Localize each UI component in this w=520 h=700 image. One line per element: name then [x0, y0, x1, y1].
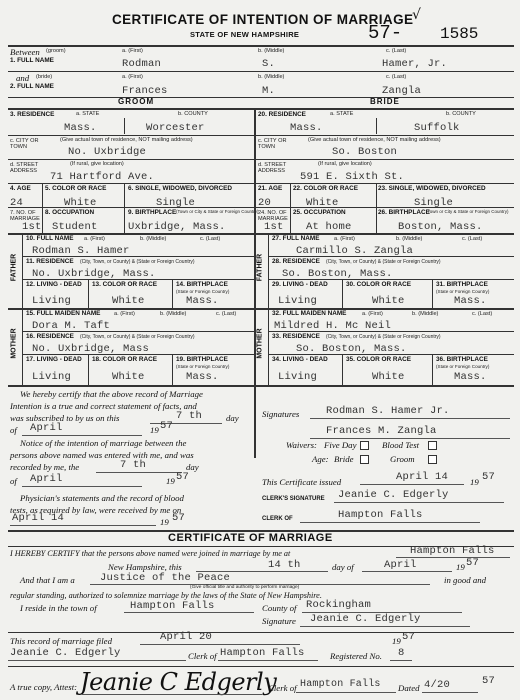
registered-no: 8	[398, 647, 405, 659]
groom-age: 24	[10, 197, 24, 209]
recorded-year: 57	[176, 471, 190, 483]
groom-mother-birth-label: 19. BIRTHPLACE	[176, 356, 228, 363]
bride-marriage-no-label: 24. NO. OF MARRIAGE	[258, 210, 288, 223]
subscribed-year: 57	[160, 420, 174, 432]
groom-marriage-no: 1st	[22, 221, 42, 233]
groom-mother-living-label: 17. LIVING - DEAD	[26, 356, 82, 363]
bride-city-note: (Give actual town of residence, NOT mailing address)	[308, 137, 441, 143]
groom-residence-label: 3. RESIDENCE	[10, 111, 55, 118]
subscribed-day: 7 th	[176, 410, 203, 422]
bride-status: Single	[414, 197, 454, 209]
of-word-1: of	[10, 425, 17, 435]
signature-bride: Frances M. Zangla	[326, 425, 437, 437]
bride-father-res-label: 28. RESIDENCE	[272, 258, 320, 265]
marriage-day-word: day of	[332, 562, 354, 572]
certify-line-3: was subscribed to by us on this	[10, 413, 120, 423]
groom-birthplace-note: (Town or City & State or Foreign Country)	[176, 209, 259, 214]
bride-mother-res: So. Boston, Mass.	[296, 343, 407, 355]
groom-marriage-no-label: 7. NO. OF MARRIAGE	[10, 210, 40, 223]
issued-label: This Certificate issued	[262, 477, 342, 487]
full-name-label-1: 1. FULL NAME	[10, 57, 54, 64]
groom-father-birth: Mass.	[186, 295, 219, 307]
officiant-title: Justice of the Peace	[100, 572, 231, 584]
bride-mother-middle-label: b. (Middle)	[412, 311, 439, 317]
groom-county: Worcester	[146, 122, 205, 134]
and-that-label: And that I am a	[20, 575, 75, 585]
five-day-checkbox[interactable]	[360, 441, 369, 450]
groom-state-label: a. STATE	[76, 111, 100, 117]
age-groom-label: Groom	[390, 454, 415, 464]
groom-birthplace: Uxbridge, Mass.	[128, 221, 226, 233]
filed-year-prefix: 19	[392, 636, 401, 646]
bride-county-label: b. COUNTY	[446, 111, 476, 117]
groom-father-name-label: 10. FULL NAME	[26, 235, 74, 242]
middle-label-2: b. (Middle)	[258, 74, 285, 80]
bride-father-middle-label: b. (Middle)	[396, 236, 423, 242]
bride-county: Suffolk	[414, 122, 460, 134]
attest-clerk-of: Hampton Falls	[300, 679, 381, 690]
groom-father-living-label: 12. LIVING - DEAD	[26, 281, 82, 288]
waivers-label: Waivers:	[286, 440, 317, 450]
check-mark: √	[412, 7, 421, 23]
full-name-label-2: 2. FULL NAME	[10, 83, 54, 90]
physician-line-2: tests, as required by law, were received by me on	[10, 505, 182, 515]
officiant-signature: Jeanie C. Edgerly	[310, 613, 421, 625]
groom-street: 71 Hartford Ave.	[50, 171, 155, 183]
signatures-label: Signatures	[262, 409, 300, 419]
bride-mother-res-label: 33. RESIDENCE	[272, 333, 320, 340]
dated-label: Dated	[398, 683, 420, 693]
bride-mother-birth: Mass.	[454, 371, 487, 383]
bride-birthplace-label: 26. BIRTHPLACE	[378, 209, 430, 216]
bride-first-name: Frances	[122, 85, 168, 97]
last-label-1: c. (Last)	[386, 48, 407, 54]
groom-mother-res-note: (City, Town, or County) & (State or Foreign Country)	[80, 334, 195, 340]
certificate-subtitle: STATE OF NEW HAMPSHIRE	[190, 30, 300, 39]
groom-mother-res-label: 16. RESIDENCE	[26, 333, 74, 340]
bride-father-living-label: 29. LIVING - DEAD	[272, 281, 328, 288]
physician-year: 57	[172, 512, 186, 524]
groom-heading: GROOM	[118, 97, 155, 106]
marriage-cert-title: CERTIFICATE OF MARRIAGE	[168, 532, 333, 544]
day-word-1: day	[226, 413, 239, 423]
registered-label: Registered No.	[330, 651, 382, 661]
standing-text: regular standing, authorized to solemnize marriage by the laws of the State of New Hampshire.	[10, 591, 322, 600]
notice-line-3: recorded by me, the	[10, 462, 80, 472]
volume-number: 57-	[368, 22, 403, 44]
bride-father-birth-note: (State or Foreign Country)	[436, 289, 490, 294]
groom-city-note: (Give actual town of residence, NOT mailing address)	[60, 137, 193, 143]
groom-color: White	[64, 197, 97, 209]
bride-mother-last-label: c. (Last)	[472, 311, 493, 317]
of-word-2: of	[10, 476, 17, 486]
groom-county-label: b. COUNTY	[178, 111, 208, 117]
marriage-day: 14 th	[268, 559, 301, 571]
age-waiver-label: Age:	[312, 454, 329, 464]
bride-father-name: Carmillo S. Zangla	[296, 245, 414, 257]
dated: 4/20	[424, 679, 451, 691]
certify-line-2: Intention is a true and correct statement of facts, and	[10, 401, 197, 411]
first-label-2: a. (First)	[122, 74, 143, 80]
groom-street-note: (If rural, give location)	[70, 161, 124, 167]
groom-mother-first-label: a. (First)	[114, 311, 135, 317]
groom-father-first-label: a. (First)	[84, 236, 105, 242]
day-word-2: day	[186, 462, 199, 472]
bride-mother-side-label: MOTHER	[256, 328, 264, 359]
clerk-of: Hampton Falls	[338, 509, 423, 521]
bride-city: So. Boston	[332, 146, 398, 158]
groom-father-side-label: FATHER	[10, 253, 18, 282]
bride-age-label: 21. AGE	[258, 185, 283, 192]
marriage-certify-line: I HEREBY CERTIFY that the persons above named were joined in marriage by me at	[10, 549, 291, 558]
groom-father-res-label: 11. RESIDENCE	[26, 258, 74, 265]
bride-mother-birth-label: 36. BIRTHPLACE	[436, 356, 488, 363]
groom-mother-living: Living	[32, 371, 72, 383]
groom-father-last-label: c. (Last)	[200, 236, 221, 242]
bride-status-label: 23. SINGLE, WIDOWED, DIVORCED	[378, 185, 486, 192]
groom-status-label: 6. SINGLE, WIDOWED, DIVORCED	[128, 185, 233, 192]
certificate-number: 1585	[440, 25, 479, 43]
bride-father-last-label: c. (Last)	[462, 236, 483, 242]
notice-line-2: persons above named was entered with me, and was	[10, 450, 194, 460]
groom-middle-name: S.	[262, 58, 276, 70]
groom-mother-color-label: 18. COLOR OR RACE	[92, 356, 157, 363]
blood-test-checkbox[interactable]	[428, 441, 437, 450]
bride-street: 591 E. Sixth St.	[300, 171, 405, 183]
marriage-month: April	[384, 559, 417, 571]
groom-father-res: No. Uxbridge, Mass.	[32, 268, 156, 280]
true-copy-label: A true copy, Attest:	[10, 682, 78, 692]
groom-mother-name: Dora M. Taft	[32, 320, 111, 332]
groom-mother-res: No. Uxbridge, Mass	[32, 343, 150, 355]
groom-state: Mass.	[64, 122, 97, 134]
bride-state: Mass.	[290, 122, 323, 134]
bride-mother-name-label: 32. FULL MAIDEN NAME	[272, 310, 347, 317]
groom-status: Single	[156, 197, 196, 209]
groom-color-label: 5. COLOR OR RACE	[45, 185, 107, 192]
groom-first-name: Rodman	[122, 58, 162, 70]
clerk-signature: Jeanie C. Edgerly	[338, 489, 449, 501]
groom-city: No. Uxbridge	[68, 146, 147, 158]
groom-mother-color: White	[112, 371, 145, 383]
bride-color-label: 22. COLOR OR RACE	[293, 185, 358, 192]
issued-date: April 14	[396, 471, 449, 483]
first-label-1: a. (First)	[122, 48, 143, 54]
officiant-signature-label: Signature	[262, 616, 296, 626]
bride-father-birth: Mass.	[454, 295, 487, 307]
bride-marriage-no: 1st	[264, 221, 284, 233]
groom-last-name: Hamer, Jr.	[382, 58, 448, 70]
county: Rockingham	[306, 599, 372, 611]
bride-father-side-label: FATHER	[256, 253, 264, 282]
bride-mother-res-note: (City, Town, or County) & (State or Foreign Country)	[326, 334, 441, 340]
issued-year: 57	[482, 471, 496, 483]
year-prefix-2: 19	[166, 476, 175, 486]
marriage-place: Hampton Falls	[410, 545, 495, 557]
groom-mother-side-label: MOTHER	[10, 328, 18, 359]
between-label: Between	[10, 47, 40, 57]
bride-father-res-note: (City, Town, or County) & (State or Foreign Country)	[326, 259, 441, 265]
age-bride-label: Bride	[334, 454, 354, 464]
bride-father-living: Living	[278, 295, 318, 307]
groom-father-name: Rodman S. Hamer	[32, 245, 130, 257]
certificate-title: CERTIFICATE OF INTENTION OF MARRIAGE	[112, 12, 414, 27]
filed-by: Jeanie C. Edgerly	[10, 647, 121, 659]
groom-occupation: Student	[52, 221, 98, 233]
groom-occupation-label: 8. OCCUPATION	[45, 209, 95, 216]
recorded-month: April	[30, 473, 63, 485]
bride-father-birth-label: 31. BIRTHPLACE	[436, 281, 488, 288]
bride-age: 20	[258, 197, 272, 209]
bride-father-res: So. Boston, Mass.	[282, 268, 393, 280]
last-label-2: c. (Last)	[386, 74, 407, 80]
certify-line-1: We hereby certify that the above record of Marriage	[20, 389, 203, 399]
bride-street-note: (If rural, give location)	[318, 161, 372, 167]
marriage-year-prefix: 19	[456, 562, 465, 572]
clerk-of-label: CLERK OF	[262, 516, 293, 522]
bride-father-color: White	[372, 295, 405, 307]
filed-clerk-of: Hampton Falls	[220, 647, 305, 659]
reside-town: Hampton Falls	[130, 600, 215, 612]
bride-birthplace-note: (Town or City & State or Foreign Country)	[426, 209, 509, 214]
physician-date: April 14	[12, 512, 65, 524]
bride-occupation-label: 25. OCCUPATION	[293, 209, 346, 216]
filed-year: 57	[402, 631, 416, 643]
attest-signature: Jeanie C Edgerly	[80, 668, 277, 696]
filed-label: This record of marriage filed	[10, 636, 112, 646]
groom-age-label: 4. AGE	[10, 185, 31, 192]
good-standing-label: in good and	[444, 575, 487, 585]
subscribed-month: April	[30, 422, 63, 434]
clerk-signature-label: CLERK'S SIGNATURE	[262, 496, 325, 502]
middle-label-1: b. (Middle)	[258, 48, 285, 54]
groom-mother-birth: Mass.	[186, 371, 219, 383]
filed-clerk-of-label: Clerk of	[188, 651, 217, 661]
bride-mother-first-label: a. (First)	[362, 311, 383, 317]
groom-father-living: Living	[32, 295, 72, 307]
filed-date: April 20	[160, 631, 213, 643]
bride-mother-living-label: 34. LIVING - DEAD	[272, 356, 328, 363]
physician-year-prefix: 19	[160, 517, 169, 527]
groom-birthplace-label: 9. BIRTHPLACE	[128, 209, 177, 216]
bride-mother-color: White	[372, 371, 405, 383]
bride-father-color-label: 30. COLOR OR RACE	[346, 281, 411, 288]
physician-line-1: Physician's statements and the record of blood	[20, 493, 184, 503]
bride-state-label: a. STATE	[330, 111, 354, 117]
groom-father-middle-label: b. (Middle)	[140, 236, 167, 242]
bride-residence-label: 20. RESIDENCE	[258, 111, 306, 118]
year-prefix-1: 19	[150, 425, 159, 435]
reside-label: I reside in the town of	[20, 603, 97, 613]
attest-clerk-label: Clerk of	[268, 683, 297, 693]
groom-city-label: c. CITY OR TOWN	[10, 138, 39, 151]
recorded-day: 7 th	[120, 459, 147, 471]
and-label: and	[16, 73, 30, 83]
groom-mother-middle-label: b. (Middle)	[160, 311, 187, 317]
bride-mother-name: Mildred H. Mc Neil	[274, 320, 392, 332]
bride-mother-living: Living	[278, 371, 318, 383]
bride-city-label: c. CITY OR TOWN	[258, 138, 287, 151]
marriage-nh-label: New Hampshire, this	[108, 562, 182, 572]
bride-mother-color-label: 35. COLOR OR RACE	[346, 356, 411, 363]
dated-year: 57	[482, 675, 496, 687]
groom-father-res-note: (City, Town, or County) & (State or Foreign Country)	[80, 259, 195, 265]
county-label: County of	[262, 603, 297, 613]
age-groom-checkbox[interactable]	[428, 455, 437, 464]
groom-label: (groom)	[46, 48, 66, 54]
groom-mother-last-label: c. (Last)	[216, 311, 237, 317]
marriage-year: 57	[466, 557, 480, 569]
officiant-title-note: (Give official title and authority to perform marriage)	[190, 585, 300, 590]
groom-street-label: d. STREET ADDRESS	[10, 162, 39, 175]
age-bride-checkbox[interactable]	[360, 455, 369, 464]
groom-mother-name-label: 15. FULL MAIDEN NAME	[26, 310, 101, 317]
groom-father-birth-label: 14. BIRTHPLACE	[176, 281, 228, 288]
groom-father-color: White	[112, 295, 145, 307]
bride-mother-birth-note: (State or Foreign Country)	[436, 364, 490, 369]
bride-label: (bride)	[36, 74, 53, 80]
groom-father-color-label: 13. COLOR OR RACE	[92, 281, 157, 288]
five-day-label: Five Day	[324, 440, 357, 450]
bride-heading: BRIDE	[370, 97, 400, 106]
bride-color: White	[306, 197, 339, 209]
bride-father-name-label: 27. FULL NAME	[272, 235, 320, 242]
groom-mother-birth-note: (State or Foreign Country)	[176, 364, 230, 369]
notice-line-1: Notice of the intention of marriage between the	[20, 438, 187, 448]
signature-groom: Rodman S. Hamer Jr.	[326, 405, 450, 417]
bride-last-name: Zangla	[382, 85, 422, 97]
bride-occupation: At home	[306, 221, 352, 233]
blood-test-label: Blood Test	[382, 440, 420, 450]
issued-year-prefix: 19	[470, 477, 479, 487]
bride-street-label: d. STREET ADDRESS	[258, 162, 287, 175]
bride-birthplace: Boston, Mass.	[398, 221, 483, 233]
bride-middle-name: M.	[262, 85, 276, 97]
groom-father-birth-note: (State or Foreign Country)	[176, 289, 230, 294]
bride-father-first-label: a. (First)	[334, 236, 355, 242]
